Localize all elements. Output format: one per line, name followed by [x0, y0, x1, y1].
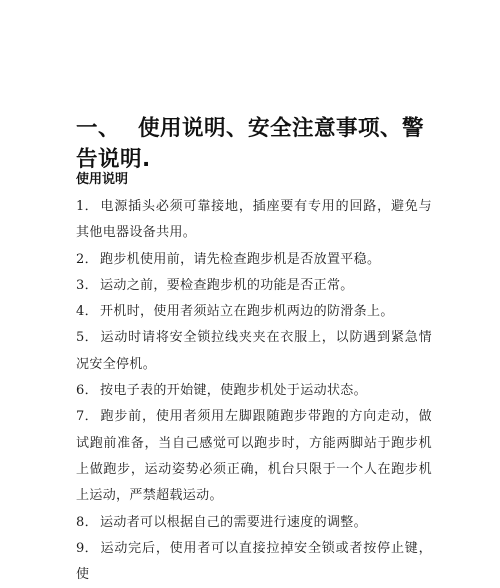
item-text: 跑步机使用前，请先检查跑步机是否放置平稳。	[100, 251, 381, 267]
section-title: 使用说明、安全注意事项、警告说明.	[76, 116, 425, 172]
item-number: 5．	[76, 330, 98, 346]
section-heading	[76, 113, 436, 175]
list-item	[76, 404, 432, 509]
item-number: 7．	[76, 409, 98, 425]
item-text: 跑步前，使用者须用左脚跟随跑步带跑的方向走动，做试跑前准备，当自己感觉可以跑步时，方能两脚站于跑步机上做跑步，运动姿势必须正确，机台只限于一个人在跑步机上运动，严禁超载运动。	[76, 409, 432, 504]
item-number: 9．	[76, 540, 98, 556]
list-item	[76, 510, 432, 536]
list-item	[76, 536, 432, 588]
item-number: 4．	[76, 304, 98, 320]
section-number: 一、	[76, 116, 121, 141]
item-number: 3．	[76, 277, 98, 293]
list-item	[76, 247, 432, 273]
list-item	[76, 299, 432, 325]
item-number: 1．	[76, 199, 98, 214]
item-number: 8．	[76, 514, 98, 530]
item-text: 按电子表的开始键，使跑步机处于运动状态。	[100, 383, 368, 399]
item-text: 运动者可以根据自己的需要进行速度的调整。	[100, 514, 368, 530]
list-item	[76, 194, 432, 247]
list-item	[76, 325, 432, 378]
item-text: 电源插头必须可靠接地，插座要有专用的回路，避免与其他电器设备共用。	[76, 199, 432, 241]
item-text: 运动之前，要检查跑步机的功能是否正常。	[100, 277, 354, 293]
list-item	[76, 273, 432, 299]
item-text: 运动完后，使用者可以直接拉掉安全锁或者按停止键，使	[76, 540, 432, 583]
item-text: 开机时，使用者须站立在跑步机两边的防滑条上。	[100, 304, 394, 320]
item-number: 6．	[76, 383, 98, 399]
subheading-usage-instructions: 使用说明	[76, 172, 129, 187]
item-text: 运动时请将安全锁拉线夹夹在衣服上，以防遇到紧急情况安全停机。	[76, 330, 432, 372]
item-number: 2．	[76, 251, 98, 267]
instruction-list	[76, 194, 432, 588]
list-item	[76, 378, 432, 404]
